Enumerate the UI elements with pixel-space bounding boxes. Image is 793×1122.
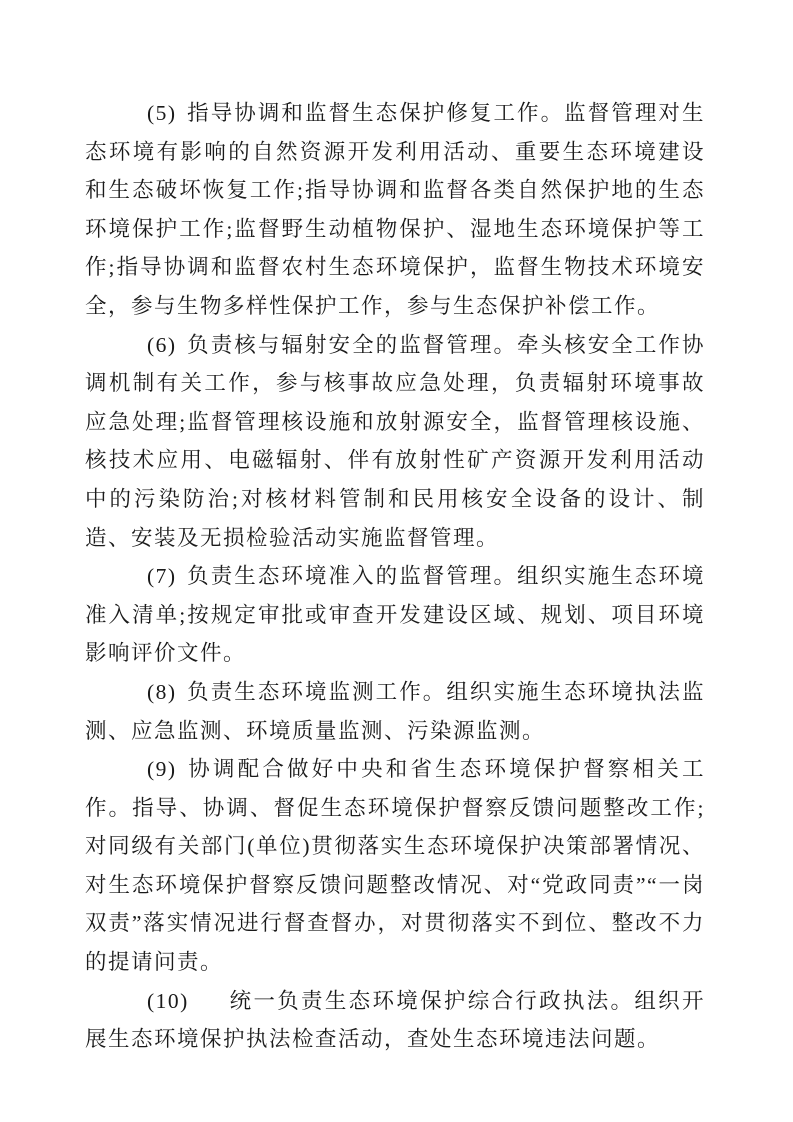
paragraph-item-10: [85, 982, 705, 1059]
paragraph-number: (6): [147, 332, 177, 357]
paragraph-number: (10): [147, 988, 189, 1013]
paragraph-text: 指导协调和监督生态保护修复工作。监督管理对生态环境有影响的自然资源开发利用活动、重要生态环境建设和生态破坏恢复工作;指导协调和监督各类自然保护地的生态环境保护工作;监督野生动植物保护、湿地生态环境保护等工作;指导协调和监督农村生态环境保护，监督生物技术环境安全，参与生物多样性保护工作，参与生态保护补偿工作。: [85, 101, 705, 318]
paragraph-number: (9): [147, 757, 177, 782]
paragraph-text: 负责核与辐射安全的监督管理。牵头核安全工作协调机制有关工作，参与核事故应急处理，负责辐射环境事故应急处理;监督管理核设施和放射源安全，监督管理核设施、核技术应用、电磁辐射、伴有放射性矿产资源开发利用活动中的污染防治;对核材料管制和民用核安全设备的设计、制造、安装及无损检验活动实施监督管理。: [85, 332, 705, 550]
document-body: [85, 94, 705, 1059]
paragraph-number: (7): [147, 564, 177, 589]
paragraph-number: (8): [147, 679, 177, 704]
paragraph-text: 统一负责生态环境保护综合行政执法。组织开展生态环境保护执法检查活动，查处生态环境违法问题。: [85, 988, 705, 1052]
paragraph-text: 协调配合做好中央和省生态环境保护督察相关工作。指导、协调、督促生态环境保护督察反馈问题整改工作;对同级有关部门(单位)贯彻落实生态环境保护决策部署情况、对生态环境保护督察反馈问题整改情况、对“党政同责”“一岗双责”落实情况进行督查督办，对贯彻落实不到位、整改不力的提请问责。: [85, 757, 705, 975]
paragraph-number: (5): [147, 101, 177, 125]
paragraph-item-8: [85, 673, 705, 750]
paragraph-item-5: [85, 94, 705, 326]
paragraph-item-6: [85, 326, 705, 558]
paragraph-item-7: [85, 557, 705, 673]
paragraph-text: 负责生态环境监测工作。组织实施生态环境执法监测、应急监测、环境质量监测、污染源监测。: [85, 679, 705, 743]
paragraph-item-9: [85, 750, 705, 982]
paragraph-text: 负责生态环境准入的监督管理。组织实施生态环境准入清单;按规定审批或审查开发建设区域、规划、项目环境影响评价文件。: [85, 564, 705, 666]
